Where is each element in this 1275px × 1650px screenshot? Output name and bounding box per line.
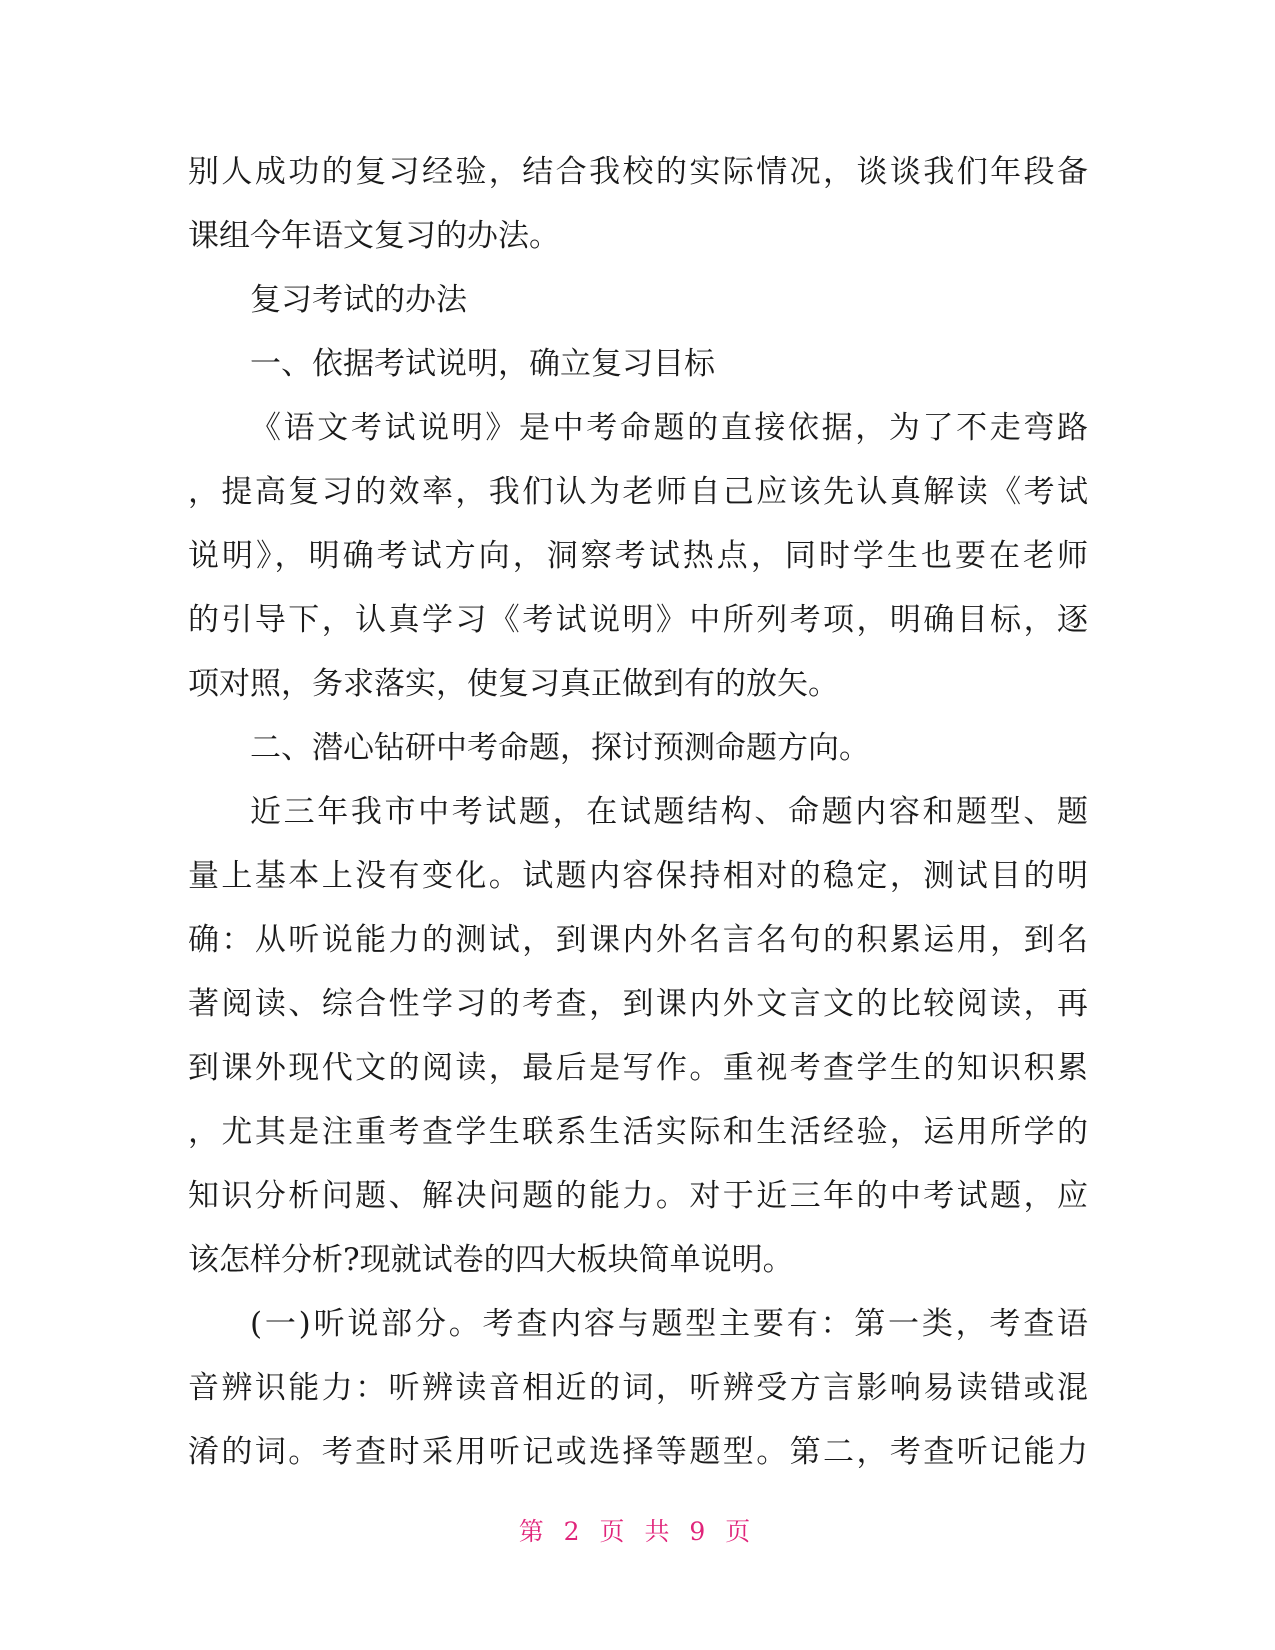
- section-heading: 二、潜心钻研中考命题，探讨预测命题方向。: [250, 730, 870, 766]
- text-line: 确：从听说能力的测试，到课内外名言名句的积累运用，到名: [188, 922, 1088, 958]
- page-number-footer: 第 2 页 共 9 页: [518, 1517, 757, 1546]
- text-line: 音辨识能力：听辨读音相近的词，听辨受方言影响易读错或混: [188, 1370, 1088, 1406]
- text-line: 说明》，明确考试方向，洞察考试热点，同时学生也要在老师: [188, 538, 1088, 574]
- section-heading: 复习考试的办法: [250, 282, 467, 318]
- text-line: (一)听说部分。考查内容与题型主要有：第一类，考查语: [250, 1306, 1088, 1342]
- text-line: ，提高复习的效率，我们认为老师自己应该先认真解读《考试: [188, 474, 1088, 510]
- text-line: 该怎样分析?现就试卷的四大板块简单说明。: [188, 1242, 794, 1278]
- body-text: [188, 140, 1088, 1484]
- text-line: ，尤其是注重考查学生联系生活实际和生活经验，运用所学的: [188, 1114, 1088, 1150]
- text-line: 近三年我市中考试题，在试题结构、命题内容和题型、题: [250, 794, 1088, 830]
- section-heading: 一、依据考试说明，确立复习目标: [250, 346, 715, 382]
- text-line: 淆的词。考查时采用听记或选择等题型。第二，考查听记能力: [188, 1434, 1088, 1470]
- text-line: 量上基本上没有变化。试题内容保持相对的稳定，测试目的明: [188, 858, 1088, 894]
- text-line: 著阅读、综合性学习的考查，到课内外文言文的比较阅读，再: [188, 986, 1088, 1022]
- text-line: 别人成功的复习经验，结合我校的实际情况，谈谈我们年段备: [188, 154, 1088, 190]
- text-line: 《语文考试说明》是中考命题的直接依据，为了不走弯路: [250, 410, 1088, 446]
- text-line: 的引导下，认真学习《考试说明》中所列考项，明确目标，逐: [188, 602, 1088, 638]
- text-line: 知识分析问题、解决问题的能力。对于近三年的中考试题，应: [188, 1178, 1088, 1214]
- text-line: 课组今年语文复习的办法。: [188, 218, 560, 254]
- text-line: 到课外现代文的阅读，最后是写作。重视考查学生的知识积累: [188, 1050, 1088, 1086]
- text-line: 项对照，务求落实，使复习真正做到有的放矢。: [188, 666, 839, 702]
